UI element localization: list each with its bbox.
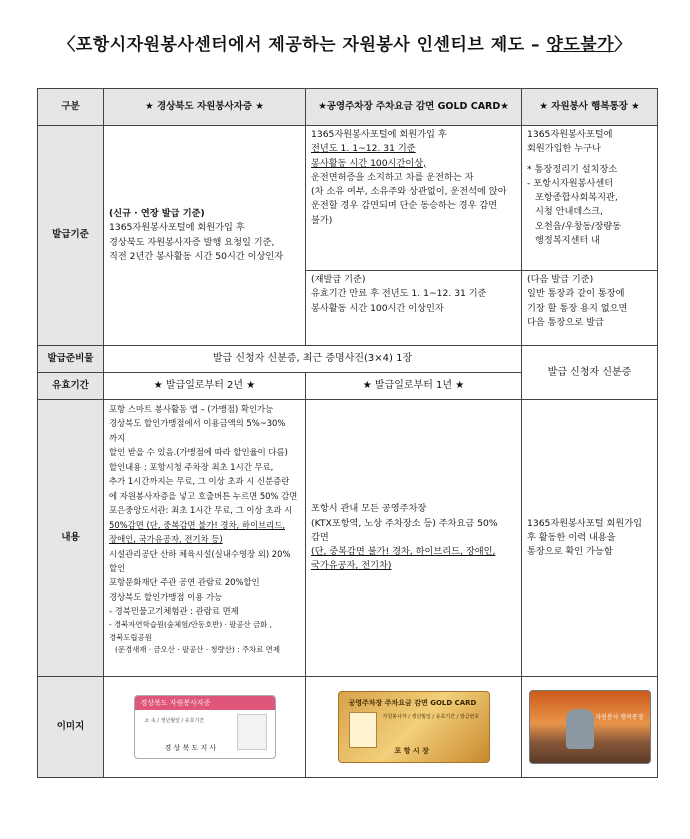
issue-criteria-gold-card-new: 1365자원봉사포털에 회원가입 후 전년도 1. 1~12. 31 기준 봉사활동 시간 100시간이상, 운전면허증을 소지하고 차를 운전하는 자 (차 소유 여부, 소유주와 상관없이, 운전석에 앉아 운전할 경우 감면되며 단순 동승하는 경우 감면 불가) <box>306 126 522 271</box>
gold-card-fields: 자원봉사자 / 생년월일 / 유효기간 / 발급번호 <box>382 714 480 720</box>
validity-gold-card: ★ 발급일로부터 1년 ★ <box>306 373 522 400</box>
label-validity: 유효기간 <box>38 373 104 400</box>
content-row <box>38 400 658 677</box>
required-docs-row <box>38 346 658 373</box>
required-docs-cards: 발급 신청자 신분증, 최근 증명사진(3×4) 1장 <box>104 346 522 373</box>
image-passbook-cell <box>522 677 658 778</box>
passbook-image-text: 자원봉사 행복통장 <box>595 714 644 721</box>
gold-card-image <box>338 691 490 763</box>
label-image: 이미지 <box>38 677 104 778</box>
table-header-row <box>38 89 658 126</box>
photo-placeholder <box>349 712 377 748</box>
image-volunteer-card-cell <box>104 677 306 778</box>
page-title: 〈포항시자원봉사센터에서 제공하는 자원봉사 인센티브 제도 – 양도불가〉 <box>58 35 632 55</box>
issue-criteria-passbook-new: 1365자원봉사포털에 회원가입한 누구나 * 통장정리기 설치장소 - 포항시자원봉사센터 포항종합사회복지관, 시청 안내데스크, 오천읍/우창동/장량동 행정복지센터 내 <box>522 126 658 271</box>
header-volunteer-card: ★ 경상북도 자원봉사자증 ★ <box>104 89 306 126</box>
volunteer-card-band: 경상북도 자원봉사자증 <box>135 696 275 710</box>
content-volunteer-card: 포항 스마트 봉사활동 앱 – (가맹점) 확인가능 경상북도 할인가맹점에서 이용금액의 5%~30%까지 할인 받을 수 있음.(가맹점에 따라 할인율이 다름) 할인내용 : 포항시청 주차장 최초 1시간 무료, 추가 1시간까지는 무료, 그 이상 초과 시 신분증란 에 자원봉사자증을 넣고 호출버튼 누르면 50% 감면 포은중앙도서관: 최초 1시간 무료, 그 이상 초과 시 50%감면 (단, 중복감면 불가! 경차, 하이브리드, 장애인, 국가유공자, 전기차 등) 시설관리공단 산하 체육시설(실내수영장 외) 20%할인 포항문화재단 주관 공연 관람료 20%할인 경상북도 할인가맹점 이용 가능 - 경북민물고기체험관 : 관람료 면제 - 경북자연학습원(숲체험/안동호반) · 팔공산 금화 , 경북도립공원 (문경새재 · 금오산 · 팔공산 · 청량산) : 주차료 면제 <box>104 400 306 677</box>
image-row <box>38 677 658 778</box>
volunteer-card-image <box>134 695 276 759</box>
header-gold-card: ★공영주차장 주차요금 감면 GOLD CARD★ <box>306 89 522 126</box>
hand-sculpture-icon <box>566 709 594 749</box>
photo-placeholder <box>237 714 267 750</box>
image-gold-card-cell <box>306 677 522 778</box>
gold-card-title: 공영주차장 주차요금 감면 GOLD CARD <box>348 699 477 707</box>
content-gold-card: 포항시 관내 모든 공영주차장 (KTX포항역, 노상 주차장소 등) 주차요금 50% 감면 (단, 중복감면 불가! 경차, 하이브리드, 장애인, 국가유공자, 전기차) <box>306 400 522 677</box>
validity-volunteer-card: ★ 발급일로부터 2년 ★ <box>104 373 306 400</box>
issue-criteria-gold-card-reissue: (재발급 기준) 유효기간 만료 후 전년도 1. 1~12. 31 기준 봉사활동 시간 100시간 이상인자 <box>306 271 522 346</box>
incentive-table <box>37 88 658 778</box>
gold-card-issuer: 포 항 시 장 <box>394 747 429 756</box>
header-happy-passbook: ★ 자원봉사 행복통장 ★ <box>522 89 658 126</box>
label-required-docs: 발급준비물 <box>38 346 104 373</box>
content-passbook: 1365자원봉사포털 회원가입 후 활동한 이력 내용을 통장으로 확인 가능함 <box>522 400 658 677</box>
label-issue-criteria: 발급기준 <box>38 126 104 346</box>
issue-criteria-row-top <box>38 126 658 271</box>
volunteer-card-fields: 소 속 / 생년월일 / 유효기간 <box>144 718 205 724</box>
header-gubun: 구분 <box>38 89 104 126</box>
volunteer-card-issuer: 경 상 북 도 지 사 <box>164 744 217 753</box>
required-docs-passbook: 발급 신청자 신분증 <box>522 346 658 400</box>
passbook-image <box>529 690 651 764</box>
issue-criteria-passbook-next: (다음 발급 기준) 일반 통장과 같이 통장에 기장 할 통장 용지 없으면 다음 통장으로 발급 <box>522 271 658 346</box>
label-content: 내용 <box>38 400 104 677</box>
issue-criteria-volunteer-card: (신규 · 연장 발급 기준) 1365자원봉사포털에 회원가입 후 경상북도 자원봉사자증 발행 요청일 기준, 직전 2년간 봉사활동 시간 50시간 이상인자 <box>104 126 306 346</box>
